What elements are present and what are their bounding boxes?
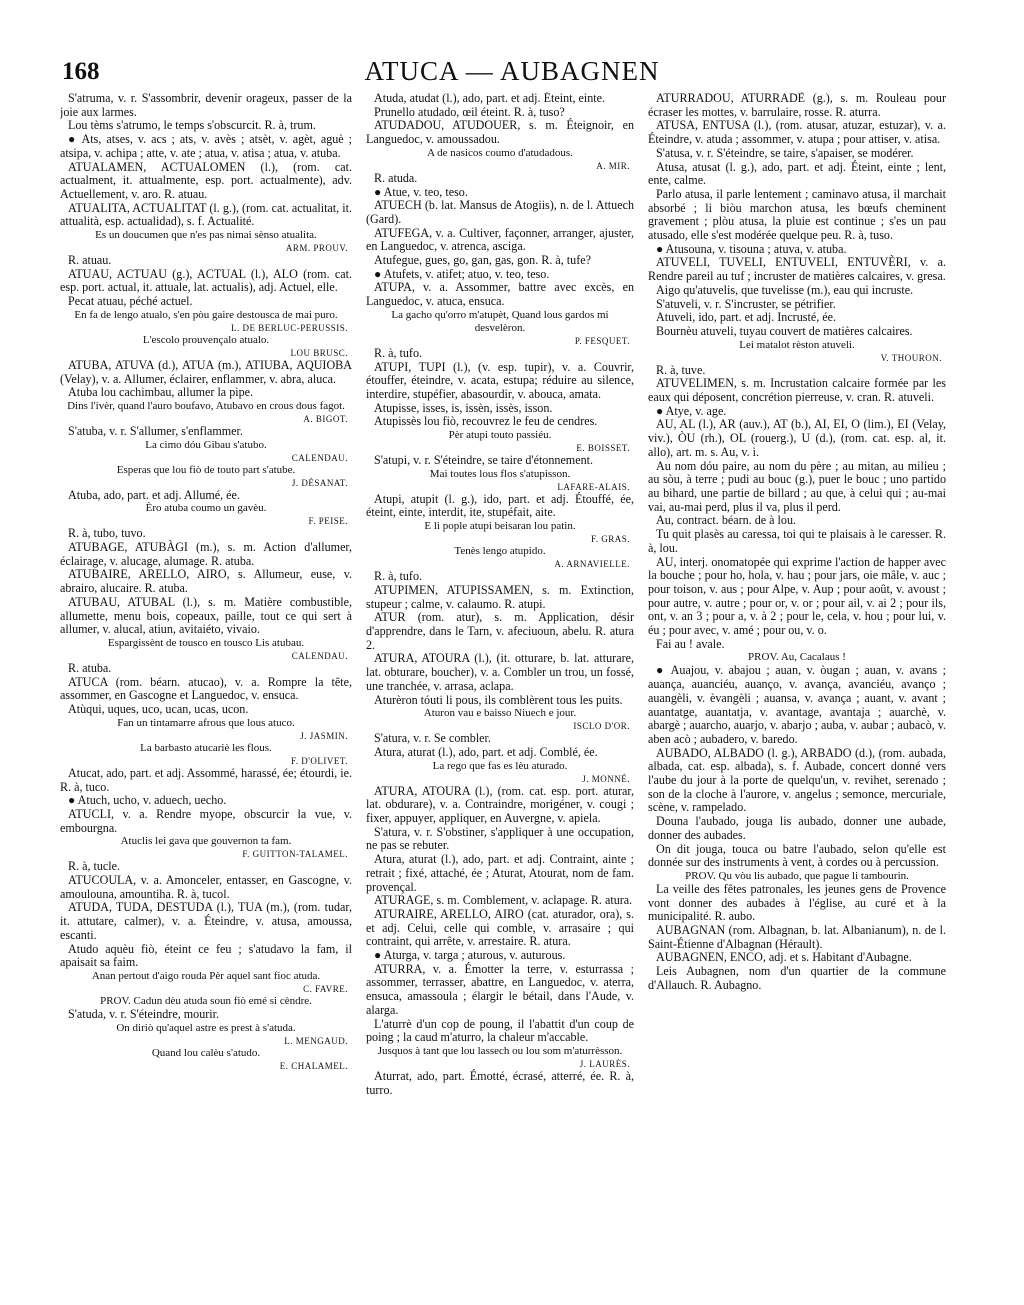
dictionary-entry: Atudo aquèu fiò, éteint ce feu ; s'atudavo la fam, il apaisait sa faim. <box>60 941 352 970</box>
quotation: Quand lou calèu s'atudo. <box>151 1046 261 1059</box>
attribution: E. CHALAMEL. <box>279 1060 348 1071</box>
dictionary-entry: R. à, tucle. <box>68 859 121 874</box>
dictionary-entry: ATUBAGE, ATUBÀGI (m.), s. m. Action d'allumer, éclairage, v. alucage, alumage. R. atuba. <box>60 540 352 568</box>
attribution: V. THOURON. <box>880 352 942 363</box>
dictionary-entry: R. à, tubo, tuvo. <box>68 526 146 541</box>
dictionary-entry: Atuba, ado, part. et adj. Allumé, ée. <box>68 487 240 502</box>
dictionary-entry: Aturèron tóuti li pous, ils comblèrent tous les puits. <box>374 692 623 707</box>
dictionary-entry: ATUFEGA, v. a. Cultiver, façonner, arranger, ajuster, en Languedoc, v. atrenca, asciga. <box>366 225 634 254</box>
quotation: Anan pertout d'aigo rouda Pèr aquel sant fioc atuda. <box>91 969 321 982</box>
dictionary-entry: ATUECH (b. lat. Mansus de Atogiis), n. de l. Attuech (Gard). <box>366 198 634 226</box>
quotation: La rego que fas es lèu aturado. <box>432 759 568 772</box>
dictionary-entry: ATUBA, ATUVA (d.), ATUA (m.), ATIUBA, AQUIOBA (Velay), v. a. Allumer, éclairer, enflammer, v. abra, aluca. <box>60 357 352 386</box>
quotation: Èro atuba coumo un gavèu. <box>145 502 267 515</box>
dictionary-entry: ● Auajou, v. abajou ; auan, v. òugan ; auan, v. avans ; auança, auanciéu, auanço, v. avança, avanciéu, avanço ; auangèli, v. èvangèli ; auansa, v. avança ; auant, v. avant ; auantatge, auantatja, v. avantage, avantaja ; auarchè, v. abargè ; auarcho, auarjo, v. abarjo ; auba, v. aubar ; aubacò, v. aben acò ; aubadero, v. baredo. <box>648 663 946 746</box>
dictionary-entry: Pecat atuau, péché actuel. <box>68 294 193 309</box>
dictionary-entry: ATUPA, v. a. Assommer, battre avec excès, en Languedoc, v. atuca, ensuca. <box>366 280 634 309</box>
page-number: 168 <box>62 58 100 85</box>
attribution: F. GUITTON-TALAMEL. <box>242 849 348 860</box>
dictionary-entry: S'atusa, v. r. S'éteindre, se taire, s'apaiser, se modérer. <box>656 145 914 160</box>
quotation: En fa de lengo atualo, s'en pòu gaire destousca de mai puro. <box>74 308 338 321</box>
dictionary-entry: ATUALITA, ACTUALITAT (l. g.), (rom. cat. actualitat, it. attualità, esp. actualidad), s. f. Actualité. <box>60 200 352 229</box>
attribution: F. PEISE. <box>308 516 348 527</box>
dictionary-entry: ATUVELIMEN, s. m. Incrustation calcaire formée par les eaux qui déposent, concrétion pierreuse, v. cran. R. atuveli. <box>648 376 946 405</box>
dictionary-entry: ● Atue, v. teo, teso. <box>374 184 468 199</box>
dictionary-entry: R. atuda. <box>374 170 418 185</box>
dictionary-entry: AU, AL (l.), AR (auv.), AT (b.), AI, EI, O (lim.), EI (Velay, viv.), ÒU (rh.), OL (rouerg.), U (d.), (rom. cat. esp. al, it. allo), art. m. s. Au, v. i. <box>648 417 946 459</box>
dictionary-entry: ● Aturga, v. targa ; aturous, v. auturous. <box>374 948 566 963</box>
dictionary-entry: ATUAU, ACTUAU (g.), ACTUAL (l.), ALO (rom. cat. esp. port. actual, it. attuale, lat. actualis), adj. Actuel, elle. <box>60 266 352 295</box>
quotation: Fan un tintamarre afrous que lous atuco. <box>117 716 295 729</box>
dictionary-entry: AUBAGNEN, ENCO, adj. et s. Habitant d'Aubagne. <box>656 950 912 965</box>
attribution: CALENDAU. <box>291 650 348 661</box>
column-2 <box>366 92 634 1292</box>
dictionary-entry: ATURAGE, s. m. Comblement, v. aclapage. R. atura. <box>374 893 633 908</box>
dictionary-entry: Atupissès lou fiò, recouvrez le feu de cendres. <box>374 414 598 429</box>
dictionary-entry: L'aturrè d'un cop de poung, il l'abattit d'un coup de poing ; la caud m'aturro, la chaleur m'accable. <box>366 1016 634 1045</box>
dictionary-entry: Leis Aubagnen, nom d'un quartier de la commune d'Allauch. R. Aubagno. <box>648 964 946 992</box>
dictionary-entry: ATUSA, ENTUSA (l.), (rom. atusar, atuzar, estuzar), v. a. Éteindre, v. atuda ; assommer, v. atupa ; pour attiser, v. atisa. <box>648 118 946 147</box>
attribution: P. FESQUET. <box>574 335 630 346</box>
dictionary-entry: ● Atufets, v. atifet; atuo, v. teo, teso. <box>374 266 550 281</box>
dictionary-entry: AUBADO, ALBADO (l. g.), ARBADO (d.), (rom. aubada, albada, cat. esp. albada), s. f. Aubade, concert donné vers l'aube du jour à la porte de quelqu'un, v. revihet, serenado ; son de la cloche à l'aurore, v. angelus ; semonce, mercuriale, scène, v. rampelado. <box>648 745 946 815</box>
dictionary-entry: Atucat, ado, part. et adj. Assommé, harassé, ée; étourdi, ie. R. à, tuco. <box>60 765 352 794</box>
running-head: ATUCA — AUBAGNEN <box>364 56 660 86</box>
dictionary-entry: Parlo atusa, il parle lentement ; caminavo atusa, il marchait absorbé ; li biòu marchon atusa, les bœufs cheminent gravement ; plòu atusa, la pluie est continue ; s'es un pau atusado, elle s'est modérée quelque peu. R. à, tuso. <box>648 186 946 243</box>
attribution: C. FAVRE. <box>303 983 348 994</box>
attribution: A. ARNAVIELLE. <box>554 559 630 570</box>
attribution: CALENDAU. <box>291 452 348 463</box>
dictionary-entry: R. atuau. <box>68 253 112 268</box>
dictionary-entry: Atùqui, uques, uco, ucan, ucas, ucon. <box>68 702 249 717</box>
dictionary-entry: R. à, tufo. <box>374 569 423 584</box>
dictionary-entry: ATUPI, TUPI (l.), (v. esp. tupir), v. a. Couvrir, étouffer, éteindre, v. acata, estupa; réduire au silence, interdire, stupéfier, abasourdir, v. abouca, amata. <box>366 359 634 401</box>
attribution: L. DE BERLUC-PERUSSIS. <box>230 322 348 333</box>
dictionary-entry: Atura, aturat (l.), ado, part. et adj. Contraint, ainte ; retrait ; fixé, attaché, ée ; Aturat, Atourat, nom de fam. provençal. <box>366 852 634 894</box>
dictionary-entry: R. à, tufo. <box>374 345 423 360</box>
dictionary-entry: Atuda, atudat (l.), ado, part. et adj. Éteint, einte. <box>374 92 606 105</box>
dictionary-entry: ● Atusouna, v. tisouna ; atuva, v. atuba. <box>656 241 847 256</box>
attribution: LOU BRUSC. <box>290 347 348 358</box>
dictionary-entry: ● Ats, atses, v. acs ; ats, v. avès ; atsèt, v. agèt, aguè ; atsipa, v. achipa ; atte, v. ate ; atua, v. atisa ; atua, v. atuba. <box>60 132 352 160</box>
column-1 <box>60 92 352 1292</box>
attribution: J. JASMIN. <box>300 730 348 741</box>
quotation: Aturon vau e baisso Niuech e jour. <box>423 707 577 720</box>
quotation: La barbasto atucariè les flous. <box>140 741 272 754</box>
quotation: Pèr atupi touto passiéu. <box>448 429 552 442</box>
quotation: PROV. Cadun dèu atuda soun fiò emé si cèndre. <box>100 994 312 1007</box>
dictionary-entry: Aturrat, ado, part. Émotté, écrasé, atterré, ée. R. à, turro. <box>366 1068 634 1097</box>
quotation: Tenès lengo atupido. <box>454 545 546 558</box>
quotation: Dins l'ivèr, quand l'auro boufavo, Atubavo en crous dous fagot. <box>67 399 345 412</box>
dictionary-entry: Atufegue, gues, go, gan, gas, gon. R. à, tufe? <box>374 253 591 268</box>
attribution: L. MENGAUD. <box>284 1035 348 1046</box>
quotation: L'escolo prouvençalo atualo. <box>142 333 270 346</box>
dictionary-entry: ATURAIRE, ARELLO, AIRO (cat. aturador, ora), s. et adj. Celui, celle qui comble, v. arrasaire ; qui contraint, qui arrête, v. arrestaire. R. atura. <box>366 906 634 949</box>
quotation: PROV. Au, Cacalaus ! <box>748 651 846 664</box>
dictionary-entry: ATUVELI, TUVELI, ENTUVELI, ENTUVÈRI, v. a. Rendre pareil au tuf ; incruster de matières calcaires, v. gresa. <box>648 255 946 284</box>
dictionary-entry: ATURRADOU, ATURRADÈ (g.), s. m. Rouleau pour écraser les mottes, v. barrulaire, rosse. R. aturra. <box>648 92 946 119</box>
quotation: Lei matalot rèston atuveli. <box>739 338 855 351</box>
dictionary-entry: Prunello atudado, œil éteint. R. à, tuso? <box>374 104 565 119</box>
dictionary-entry: AU, interj. onomatopée qui exprime l'action de happer avec la bouche ; pour ho, hola, v. hau ; pour jars, oie mâle, v. auc ; pour toison, v. aus ; pour Alpe, v. Aup ; pour août, v. avoust ; pour autre, v. autre ; pour or, v. or ; pour ail, v. ai 2 ; pour ils, ont, v. an 3 ; pour a, v. à 2 ; pour le, cela, v. hou ; pour lui, v. éu ; pour avec, v. amé ; pour ou, v. o. <box>648 554 946 638</box>
dictionary-entry: On dit jouga, touca ou batre l'aubado, selon qu'elle est donnée sur des instruments à vent, à cordes ou à percussion. <box>648 841 946 870</box>
dictionary-entry: R. atuba. <box>68 660 112 675</box>
dictionary-entry: ATUDADOU, ATUDOUER, s. m. Éteignoir, en Languedoc, v. amoussadou. <box>366 118 634 147</box>
dictionary-entry: Fai au ! avale. <box>656 636 725 651</box>
dictionary-entry: R. à, tuve. <box>656 362 706 377</box>
dictionary-entry: ATUPIMEN, ATUPISSAMEN, s. m. Extinction, stupeur ; calme, v. calaumo. R. atupi. <box>366 582 634 611</box>
dictionary-entry: Au, contract. béarn. de à lou. <box>656 513 797 528</box>
quotation: La gacho qu'orro m'atupèt, Quand lous gardos mi desvelèron. <box>391 308 609 334</box>
dictionary-entry: ATUCA (rom. béarn. atucao), v. a. Rompre la tête, assommer, en Gascogne et Languedoc, v. ensuca. <box>60 674 352 703</box>
dictionary-entry: Atupisse, isses, is, issèn, issès, isson. <box>374 400 553 415</box>
dictionary-entry: Atusa, atusat (l. g.), ado, part. et adj. Éteint, einte ; lent, ente, calme. <box>648 159 946 188</box>
dictionary-entry: S'atuda, v. r. S'éteindre, mourir. <box>68 1006 220 1021</box>
quotation: On diriò qu'aquel astre es prest à s'atuda. <box>116 1021 296 1034</box>
dictionary-entry: ATUDA, TUDA, DESTUDA (l.), TUA (m.), (rom. tudar, it. attutare, calmer), v. a. Éteindre, v. atusa, amoussa, escanti. <box>60 900 352 942</box>
dictionary-entry: Atuba lou cachimbau, allumer la pipe. <box>68 385 254 400</box>
dictionary-entry: ATUR (rom. atur), s. m. Application, désir d'apprendre, dans le Tarn, v. afeciuoun, abelu. R. atura 2. <box>366 610 634 652</box>
quotation: Mai toutes lous flos s'atupisson. <box>429 467 571 480</box>
dictionary-entry: S'atupi, v. r. S'éteindre, se taire d'étonnement. <box>374 453 594 468</box>
dictionary-entry: La veille des fêtes patronales, les jeunes gens de Provence vont donner des aubades à l'église, au curé et à la municipalité. R. aubo. <box>648 881 946 924</box>
dictionary-entry: ATUCOULA, v. a. Amonceler, entasser, en Gascogne, v. amoulouna, amountiha. R. à, tucol. <box>60 873 352 901</box>
dictionary-entry: S'atura, v. r. Se combler. <box>374 731 491 746</box>
dictionary-entry: Atuveli, ido, part. et adj. Incrusté, ée. <box>656 310 837 325</box>
dictionary-entry: Au nom dóu paire, au nom du père ; au mitan, au milieu ; au sòu, à terre ; pudi au bouc (g.), puer le bouc ; uno partido au bihard, une partie de billard ; au que, à celui qui ; au-mai vai, au-mai perd, plus il va, plus il perd. <box>648 458 946 514</box>
dictionary-entry: ATURA, ATOURA (l.), (it. otturare, b. lat. atturare, lat. obturare, boucher), v. a. Combler un trou, un fossé, une tranchée, v. arrasa, aclapa. <box>366 651 634 693</box>
quotation: Esperas que lou fiò de touto part s'atube. <box>116 463 296 476</box>
dictionary-entry: S'atura, v. r. S'obstiner, s'appliquer à une occupation, ne pas se rebuter. <box>366 824 634 853</box>
quotation: Es un doucumen que n'es pas nimai sènso atualita. <box>95 229 317 242</box>
dictionary-entry: Aigo qu'atuvelis, que tuvelisse (m.), eau qui incruste. <box>656 282 914 297</box>
dictionary-entry: Atupi, atupit (l. g.), ido, part. et adj. Étouffé, ée, éteint, einte, interdit, ite, stupéfait, aite. <box>366 491 634 520</box>
attribution: A. BIGOT. <box>303 413 348 424</box>
attribution: F. GRAS. <box>590 534 630 545</box>
quotation: A de nasicos coumo d'atudadous. <box>427 146 573 159</box>
attribution: J. MONNÉ. <box>582 773 630 784</box>
attribution: J. LAURÈS. <box>579 1058 630 1069</box>
column-3 <box>648 92 946 1292</box>
attribution: J. DÉSANAT. <box>291 477 348 488</box>
dictionary-entry: Atura, aturat (l.), ado, part. et adj. Comblé, ée. <box>374 744 598 759</box>
dictionary-entry: Tu quit plasès au caressa, toi qui te plaisais à le caresser. R. à, lou. <box>648 527 946 555</box>
attribution: ARM. PROUV. <box>285 243 348 254</box>
quotation: Espargissènt de tousco en tousco Lis atubau. <box>107 636 305 649</box>
dictionary-entry: AUBAGNAN (rom. Albagnan, b. lat. Albanianum), n. de l. Saint-Étienne d'Albagnan (Hérault). <box>648 923 946 951</box>
dictionary-entry: Bournèu atuveli, tuyau couvert de matières calcaires. <box>656 323 913 338</box>
dictionary-entry: S'atuveli, v. r. S'incruster, se pétrifier. <box>656 296 836 311</box>
quotation: PROV. Qu vòu lis aubado, que pague li tambourin. <box>685 869 909 882</box>
dictionary-entry: S'atuba, v. r. S'allumer, s'enflammer. <box>68 423 243 438</box>
dictionary-entry: Lou tèms s'atrumo, le temps s'obscurcit. R. à, trum. <box>68 118 316 133</box>
dictionary-entry: ● Atuch, ucho, v. aduech, uecho. <box>68 793 227 808</box>
attribution: LAFARE-ALAIS. <box>557 481 630 492</box>
quotation: Atuclis lei gava que gouvernon ta fam. <box>120 835 292 848</box>
attribution: ISCLO D'OR. <box>573 721 630 732</box>
dictionary-entry: ATUBAIRE, ARELLO, AIRO, s. Allumeur, euse, v. abrairo, alucaire. R. atuba. <box>60 567 352 596</box>
attribution: E. BOISSET. <box>576 443 630 454</box>
dictionary-entry: ● Atye, v. age. <box>656 403 727 418</box>
dictionary-entry: ATURRA, v. a. Émotter la terre, v. esturrassa ; assommer, terrasser, abattre, en Languedoc, v. aterra, ensuca, amassoula ; élargir le bétail, dans l'Aude, v. alarga. <box>366 961 634 1017</box>
attribution: A. MIR. <box>596 160 630 171</box>
attribution: F. D'OLIVET. <box>291 755 348 766</box>
dictionary-entry: ATURA, ATOURA (l.), (rom. cat. esp. port. aturar, lat. obdurare), v. a. Contraindre, morigéner, v. cougi ; fixer, appuyer, appliquer, en Auvergne, v. apiela. <box>366 783 634 826</box>
quotation: La cimo dóu Gibau s'atubo. <box>145 438 267 451</box>
dictionary-entry: S'atruma, v. r. S'assombrir, devenir orageux, passer de la joie aux larmes. <box>60 92 352 119</box>
dictionary-entry: Douna l'aubado, jouga lis aubado, donner une aubade, donner des aubades. <box>648 814 946 842</box>
dictionary-entry: ATUBAU, ATUBAL (l.), s. m. Matière combustible, allumette, menu bois, copeaux, paille, tout ce qui sert à allumer, v. alucal, atiun, avitaiéto, vivaio. <box>60 594 352 637</box>
quotation: E li pople atupi beisaran lou patin. <box>424 520 576 533</box>
dictionary-entry: ATUCLI, v. a. Rendre myope, obscurcir la vue, v. embourgna. <box>60 806 352 835</box>
dictionary-entry: ATUALAMEN, ACTUALOMEN (l.), (rom. cat. actualment, it. attualmente, esp. port. actualmente), adv. Actuellement, v. aro. R. atuau. <box>60 159 352 201</box>
quotation: Jusquos à tant que lou lassech ou lou som m'aturrèsson. <box>377 1044 623 1057</box>
